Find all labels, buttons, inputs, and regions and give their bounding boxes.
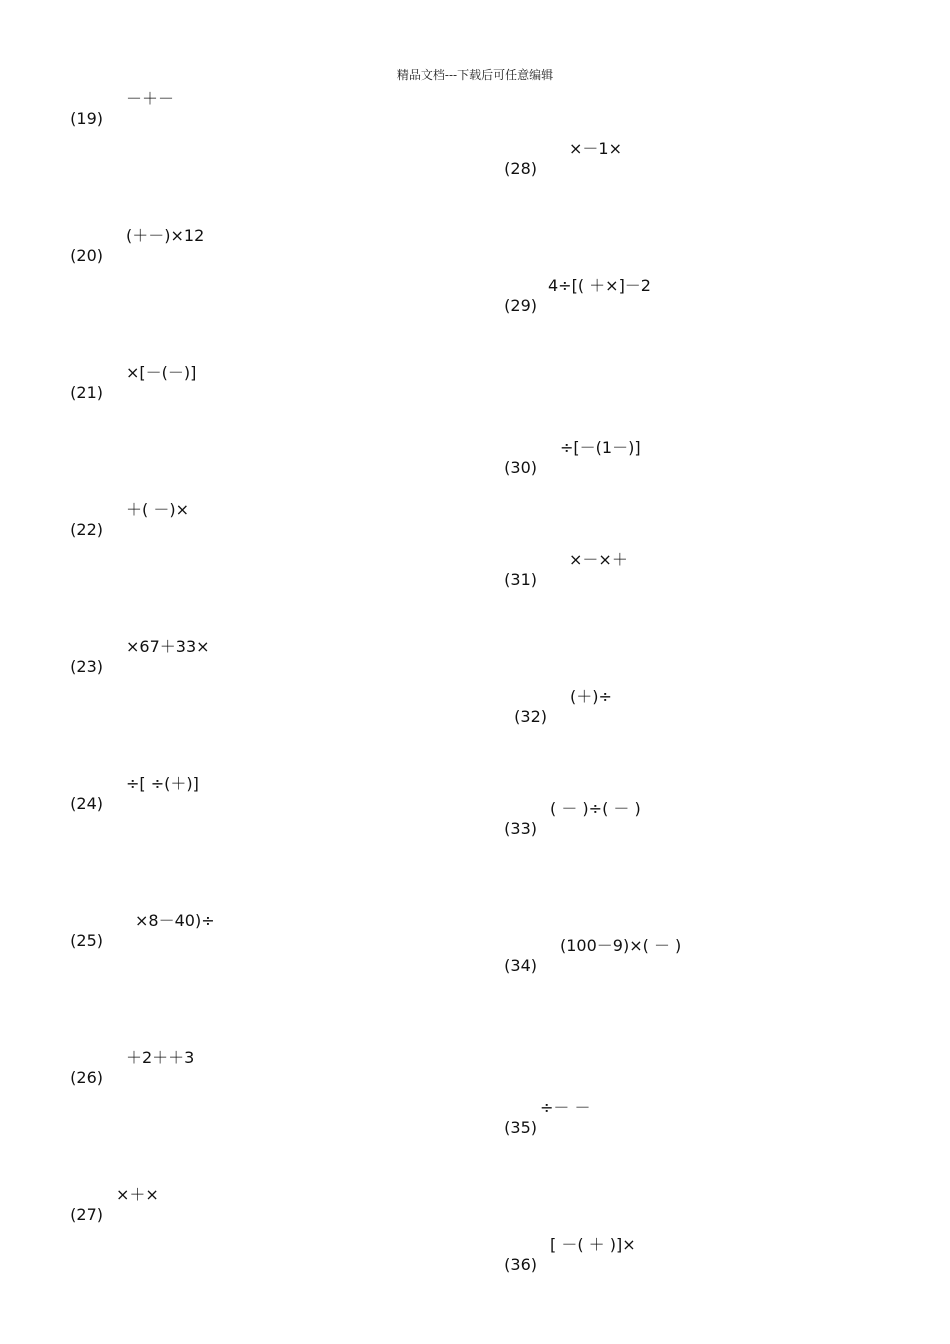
problem-28 (494, 139, 622, 199)
problem-23 (60, 637, 210, 697)
problem-expression: ＋( －)× (126, 500, 189, 519)
problem-25 (60, 911, 215, 971)
problem-expression: ÷－ － (540, 1098, 591, 1117)
problem-expression: ÷[ ÷(＋)] (126, 774, 199, 793)
problem-expression: (100－9)×( － ) (560, 936, 682, 955)
problem-32 (504, 687, 612, 747)
problem-number: (33) (504, 819, 538, 838)
problem-24 (60, 774, 199, 834)
problem-number: (31) (504, 570, 538, 589)
problem-number: (25) (70, 931, 104, 950)
problem-number: (34) (504, 956, 538, 975)
problem-33 (494, 799, 641, 859)
problem-26 (60, 1048, 195, 1108)
problem-expression: (＋－)×12 (126, 226, 205, 245)
problem-expression: 4÷[( ＋×]－2 (548, 276, 651, 295)
problem-expression: ÷[－(1－)] (560, 438, 641, 457)
problem-expression: ×－1× (569, 139, 622, 158)
problem-expression: ＋2＋＋3 (126, 1048, 195, 1067)
problem-expression: －＋－ (126, 89, 175, 108)
problem-number: (22) (70, 520, 104, 539)
problem-31 (494, 550, 628, 610)
problem-20 (60, 226, 205, 286)
problem-number: (26) (70, 1068, 104, 1087)
problem-expression: ( － )÷( － ) (550, 799, 641, 818)
problem-number: (19) (70, 109, 104, 128)
problem-expression: [ －( ＋ )]× (550, 1235, 636, 1254)
problem-number: (35) (504, 1118, 538, 1137)
problem-number: (23) (70, 657, 104, 676)
problem-number: (36) (504, 1255, 538, 1274)
problem-number: (30) (504, 458, 538, 477)
problem-number: (21) (70, 383, 104, 402)
problem-expression: ×[－(－)] (126, 363, 197, 382)
problem-expression: ×－×＋ (569, 550, 628, 569)
problem-35 (494, 1098, 591, 1158)
page-header: 精品文档---下载后可任意编辑 (396, 68, 554, 82)
problem-36 (494, 1235, 636, 1295)
problem-number: (20) (70, 246, 104, 265)
problem-number: (27) (70, 1205, 104, 1224)
problem-34 (494, 936, 682, 996)
problem-number: (28) (504, 159, 538, 178)
problem-number: (29) (504, 296, 538, 315)
problem-number: (32) (514, 707, 548, 726)
problem-21 (60, 363, 197, 423)
problem-number: (24) (70, 794, 104, 813)
problem-expression: ×＋× (116, 1185, 159, 1204)
problem-22 (60, 500, 189, 560)
problem-27 (60, 1185, 159, 1245)
problem-29 (494, 276, 651, 336)
problem-expression: ×67＋33× (126, 637, 210, 656)
problem-19 (60, 89, 175, 149)
problem-expression: ×8－40)÷ (135, 911, 215, 930)
problem-expression: (＋)÷ (570, 687, 612, 706)
problem-30 (494, 438, 641, 498)
